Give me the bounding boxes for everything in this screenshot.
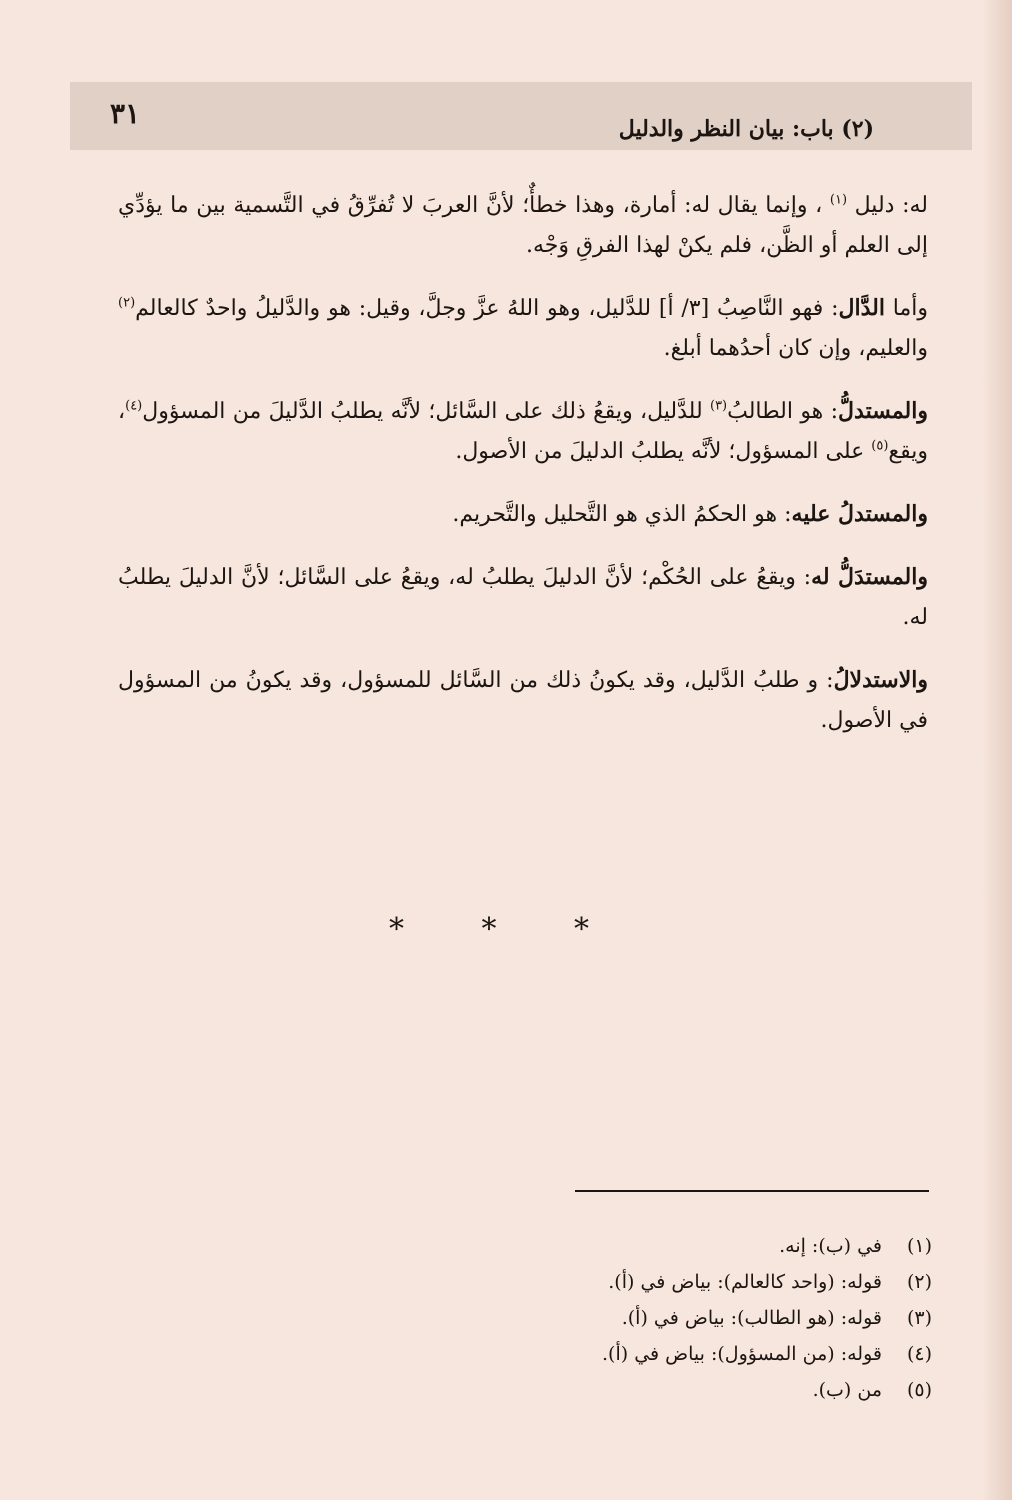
page-number: ٣١: [110, 97, 141, 130]
running-title: (٢) باب: بيان النظر والدليل: [618, 116, 874, 142]
section-separator: * * *: [388, 912, 624, 947]
paragraph-3-text-b: للدَّليل، ويقعُ ذلك على السَّائل؛ لأنَّه يطلبُ الدَّليلَ من المسؤول: [142, 399, 710, 424]
paragraph-1-text-b: ، وإنما يقال له: أمارة، وهذا خطأٌ؛ لأنَّ العربَ لا تُفرِّقُ في التَّسمية بين ما يؤدِّي إلى العلم أو الظَّن، فلم يكنْ لهذا الفرقِ وَجْه.: [118, 193, 928, 258]
paragraph-4: [118, 494, 928, 535]
paragraph-6-text: : و طلبُ الدَّليل، وقد يكونُ ذلك من السَّائل للمسؤول، وقد يكونُ من المسؤول في الأصول.: [118, 668, 928, 733]
footnote-number: (٣): [906, 1307, 932, 1329]
paragraph-4-text: : هو الحكمُ الذي هو التَّحليل والتَّحريم.: [452, 502, 792, 527]
footnote-item: [118, 1264, 932, 1300]
footnotes: [118, 1228, 932, 1408]
footnote-ref-5: (٥): [871, 438, 889, 454]
paragraph-6: [118, 660, 928, 741]
paragraph-1-text-a: له: دليل: [854, 193, 928, 218]
footnote-text: قوله: (من المسؤول): بياض في (أ).: [602, 1343, 882, 1365]
footnote-ref-2: (٢): [118, 295, 136, 311]
paragraph-2-text-a: : فهو النَّاصِبُ [٣/ أ] للدَّليل، وهو اللهُ عزَّ وجلَّ، وقيل: هو والدَّليلُ واحدٌ كالعالم: [135, 296, 839, 321]
paragraph-5: [118, 557, 928, 638]
footnote-divider: [575, 1190, 929, 1192]
footnote-item: [118, 1228, 932, 1264]
term-istidlal: والاستدلالُ: [833, 667, 928, 693]
footnote-number: (١): [906, 1235, 932, 1257]
paragraph-3: [118, 391, 928, 472]
paragraph-3-text-c: ، ويقع: [118, 399, 928, 464]
paragraph-2: [118, 288, 928, 369]
footnote-text: قوله: (هو الطالب): بياض في (أ).: [621, 1307, 882, 1329]
page-edge-shadow: [982, 0, 1012, 1500]
footnote-ref-3: (٣): [709, 398, 728, 414]
footnote-item: [118, 1372, 932, 1408]
paragraph-2-text-b: والعليم، وإن كان أحدُهما أبلغ.: [663, 336, 928, 361]
paragraph-3-text-a: : هو الطالبُ: [727, 399, 839, 424]
paragraph-3-text-d: على المسؤول؛ لأنَّه يطلبُ الدليلَ من الأصول.: [455, 439, 872, 464]
term-dal: الدَّال: [838, 295, 885, 321]
paragraph-1: [118, 186, 928, 266]
paragraph-2-lead: وأما: [884, 296, 929, 321]
footnote-ref-4: (٤): [125, 398, 143, 414]
main-text: [118, 186, 928, 763]
footnote-item: [118, 1300, 932, 1336]
term-mustadal-lahu: والمستدَلُّ له: [811, 564, 928, 590]
footnote-item: [118, 1336, 932, 1372]
footnote-text: في (ب): إنه.: [779, 1235, 882, 1257]
paragraph-5-text: : ويقعُ على الحُكْم؛ لأنَّ الدليلَ يطلبُ له، ويقعُ على السَّائل؛ لأنَّ الدليلَ يطلبُ له.: [118, 565, 928, 630]
footnote-text: قوله: (واحد كالعالم): بياض في (أ).: [608, 1271, 882, 1293]
footnote-number: (٢): [906, 1271, 932, 1293]
footnote-number: (٥): [906, 1379, 932, 1401]
footnote-text: من (ب).: [812, 1379, 882, 1401]
footnote-ref-1: (١): [829, 192, 848, 208]
term-mustadal-alayh: والمستدلُ عليه: [791, 501, 928, 527]
footnote-number: (٤): [906, 1343, 932, 1365]
term-mustadill: والمستدلُّ: [838, 398, 928, 424]
